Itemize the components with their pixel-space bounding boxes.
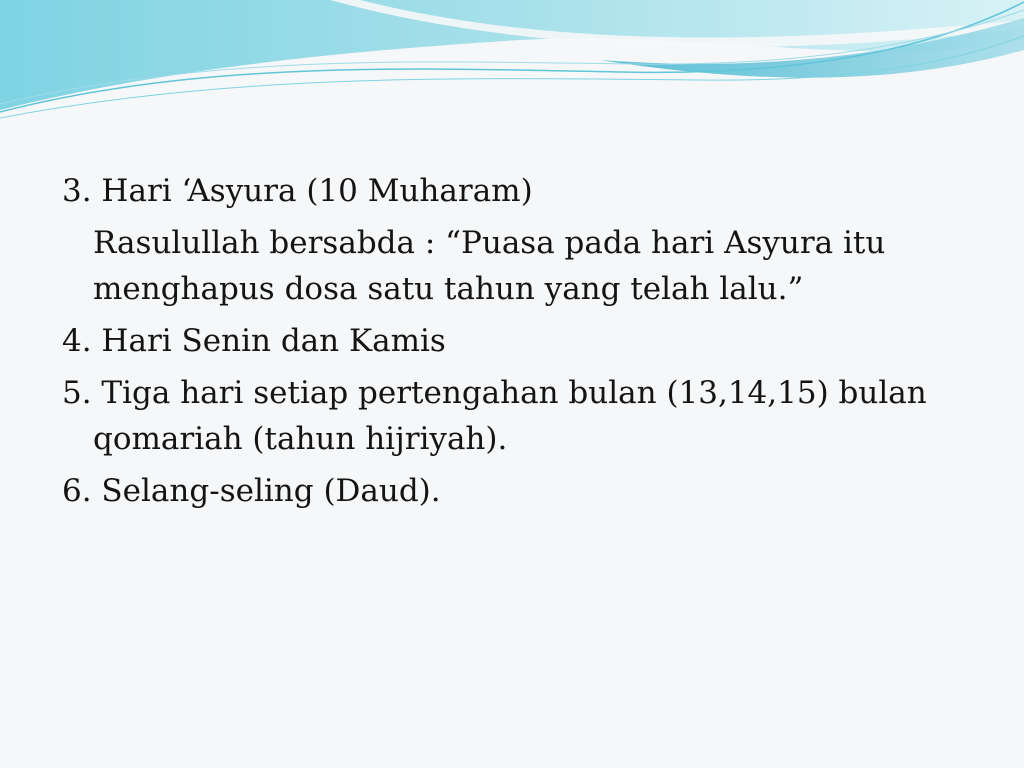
list-item-senin-kamis: 4. Hari Senin dan Kamis	[62, 323, 446, 359]
list-item-asyura: 3. Hari ‘Asyura (10 Muharam)	[62, 173, 533, 209]
list-item-selang-seling: 6. Selang-seling (Daud).	[62, 473, 441, 509]
decorative-wave-header	[0, 0, 1024, 130]
slide-body	[62, 168, 942, 520]
list-item-tiga-hari: 5. Tiga hari setiap pertengahan bulan (13,14,15) bulan qomariah (tahun hijriyah).	[62, 375, 927, 457]
hadith-quote: Rasulullah bersabda : “Puasa pada hari Asyura itu menghapus dosa satu tahun yang telah lalu.”	[93, 225, 886, 307]
